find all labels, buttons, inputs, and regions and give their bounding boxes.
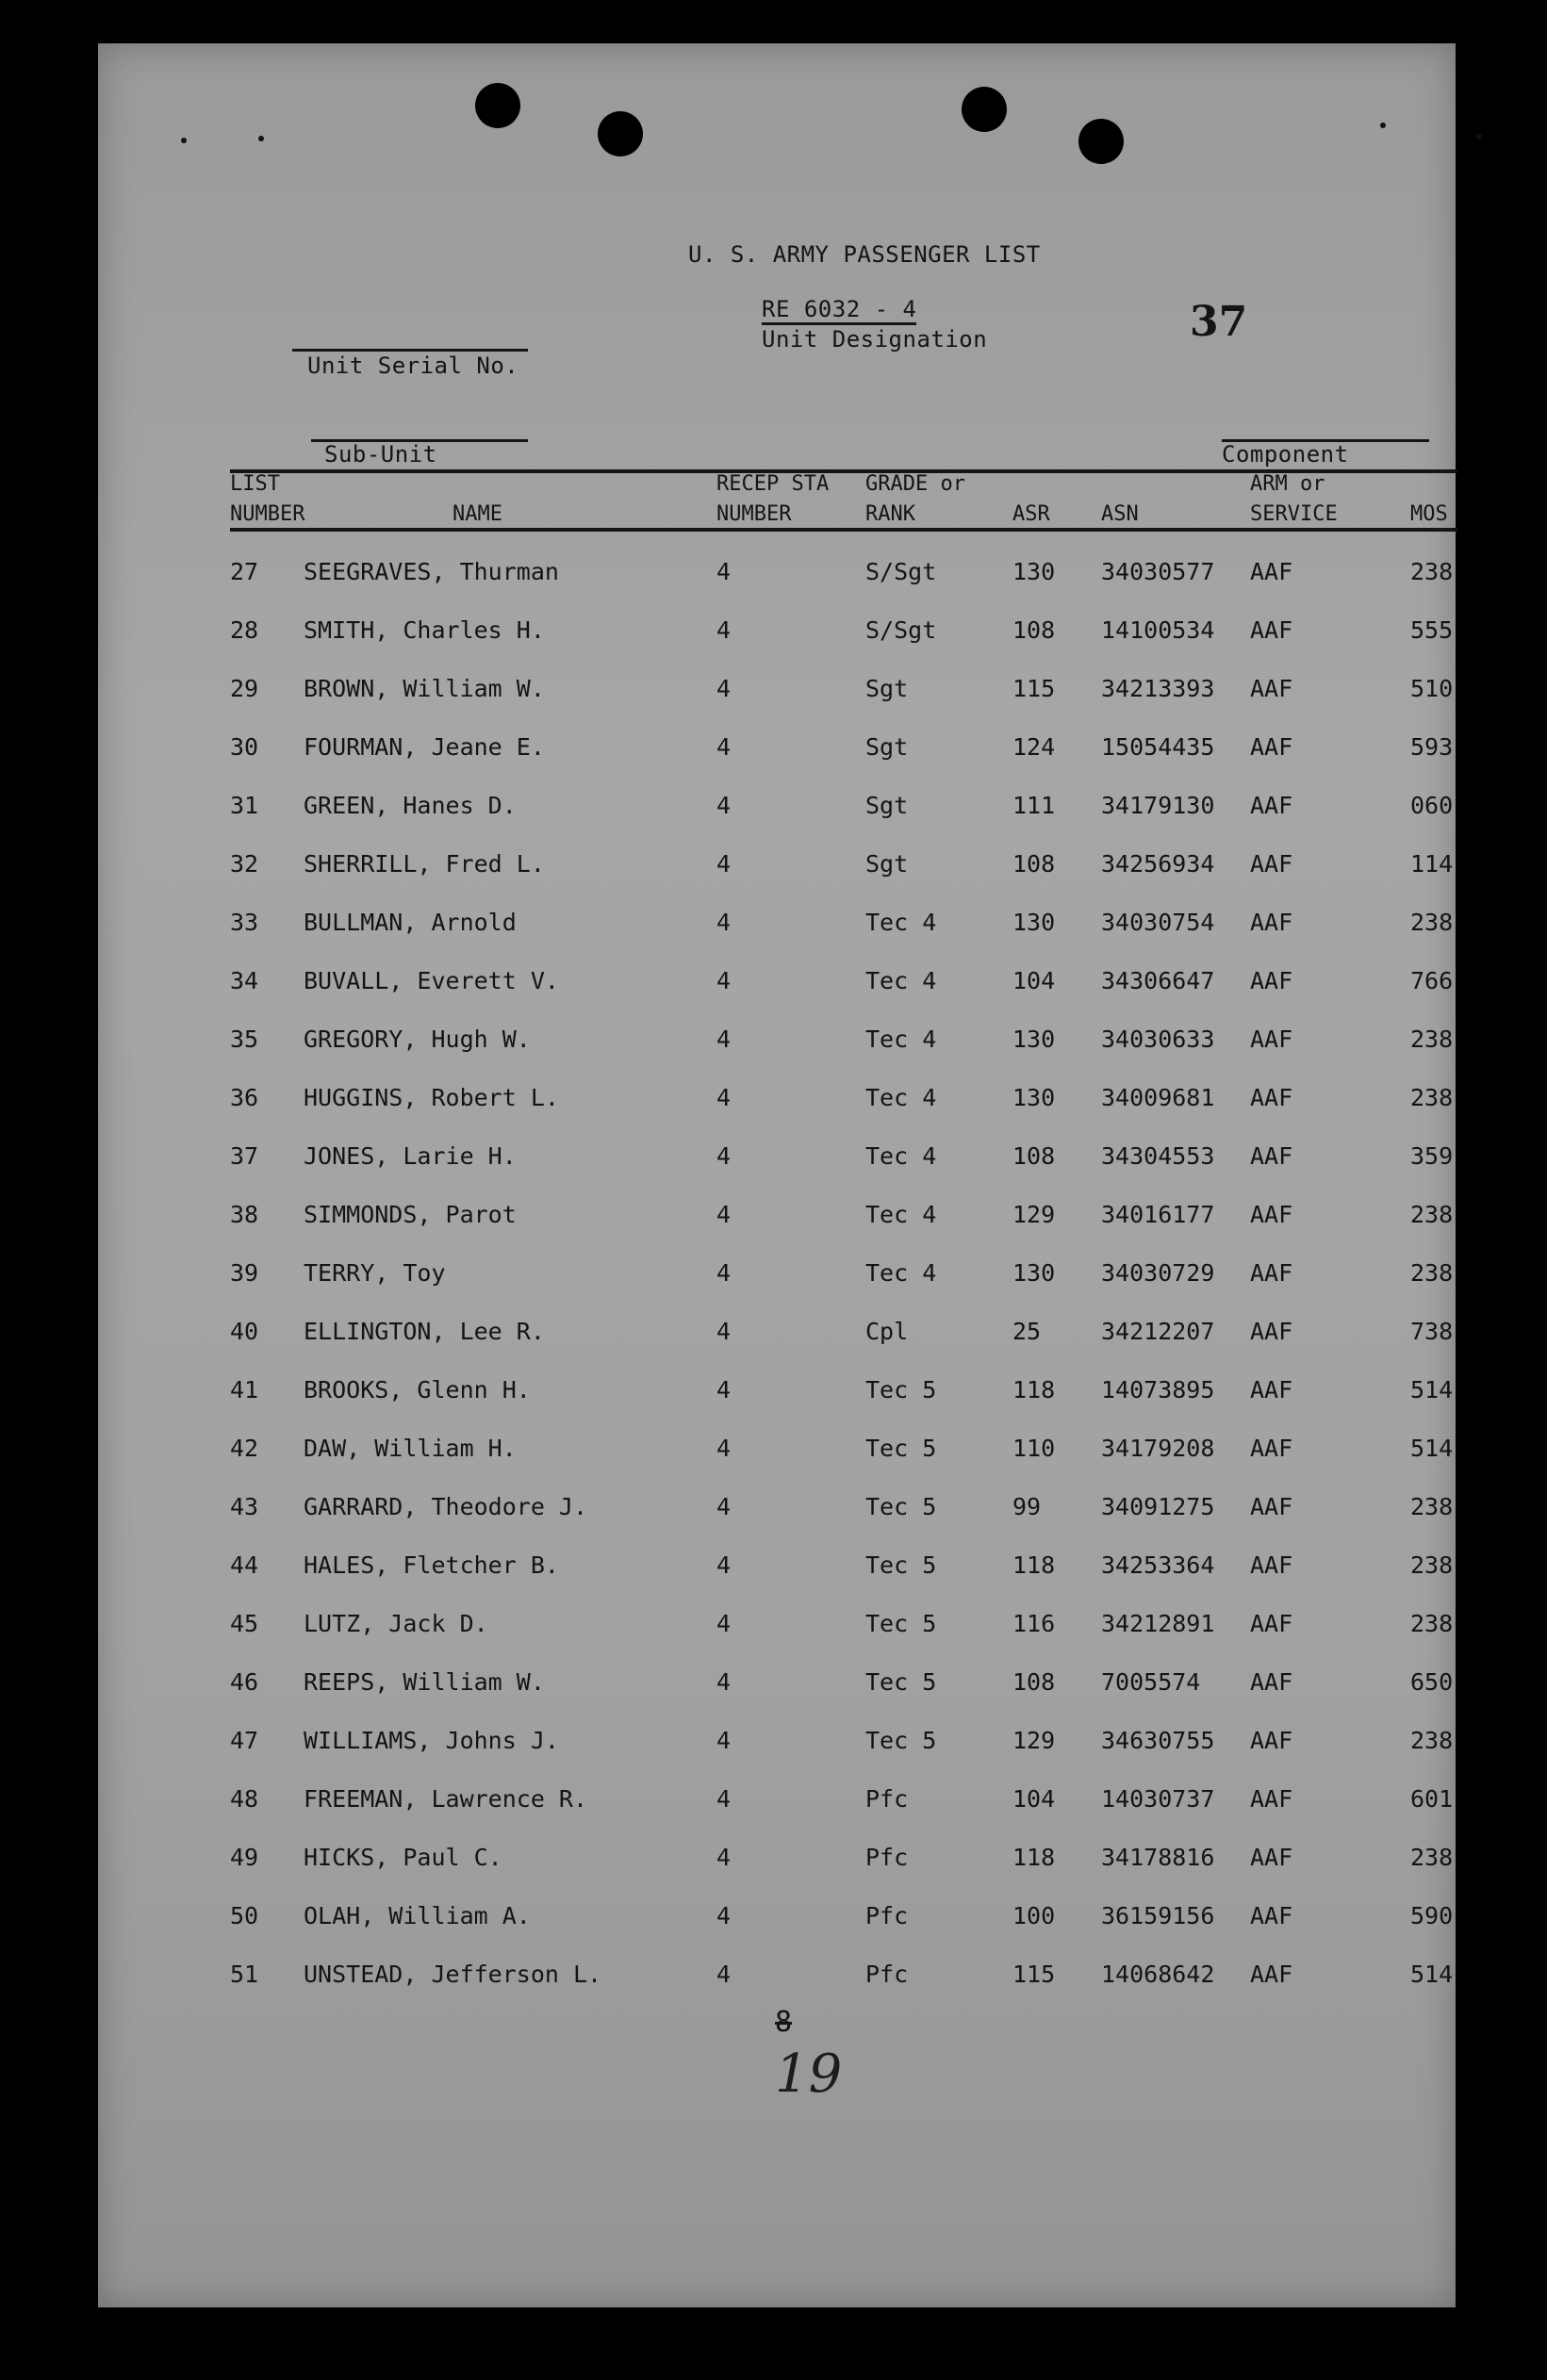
- table-row: [0, 1318, 1547, 1355]
- recep-sta-number: 4: [716, 1259, 732, 1287]
- arm-service: AAF: [1250, 1727, 1293, 1754]
- list-number: 44: [230, 1551, 259, 1579]
- mos-code: 650: [1410, 1668, 1454, 1696]
- arm-service: AAF: [1250, 1435, 1293, 1462]
- passenger-name: BULLMAN, Arnold: [304, 909, 517, 936]
- table-row: [0, 1727, 1547, 1764]
- arm-service: AAF: [1250, 1493, 1293, 1520]
- asn-number: 34212207: [1101, 1318, 1215, 1345]
- asr-score: 108: [1012, 1142, 1056, 1170]
- table-row: [0, 1785, 1547, 1823]
- asn-number: 34179208: [1101, 1435, 1215, 1462]
- mos-code: 238: [1410, 1084, 1454, 1111]
- passenger-name: GARRARD, Theodore J.: [304, 1493, 588, 1520]
- passenger-name: HALES, Fletcher B.: [304, 1551, 559, 1579]
- asn-number: 34253364: [1101, 1551, 1215, 1579]
- mos-code: 238: [1410, 1727, 1454, 1754]
- table-row: [0, 1084, 1547, 1122]
- asr-score: 116: [1012, 1610, 1056, 1637]
- asn-number: 14030737: [1101, 1785, 1215, 1813]
- handwritten-number: 19: [775, 2044, 843, 2105]
- grade-rank: Tec 5: [865, 1668, 937, 1696]
- passenger-name: FOURMAN, Jeane E.: [304, 733, 545, 761]
- passenger-name: FREEMAN, Lawrence R.: [304, 1785, 588, 1813]
- grade-rank: Tec 4: [865, 909, 937, 936]
- unit-serial-label: Unit Serial No.: [307, 353, 519, 379]
- recep-sta-number: 4: [716, 792, 732, 819]
- recep-sta-number: 4: [716, 1376, 732, 1403]
- passenger-name: HICKS, Paul C.: [304, 1844, 502, 1871]
- recep-sta-number: 4: [716, 1435, 732, 1462]
- page-number: 37: [1190, 298, 1248, 346]
- recep-sta-number: 4: [716, 1727, 732, 1754]
- col-header-asr: ASR: [1012, 502, 1050, 526]
- mos-code: 238: [1410, 1551, 1454, 1579]
- arm-service: AAF: [1250, 1142, 1293, 1170]
- list-number: 46: [230, 1668, 259, 1696]
- recep-sta-number: 4: [716, 1551, 732, 1579]
- recep-sta-number: 4: [716, 1201, 732, 1228]
- recep-sta-number: 4: [716, 1142, 732, 1170]
- struck-number: 8: [775, 2006, 793, 2039]
- grade-rank: S/Sgt: [865, 558, 937, 585]
- recep-sta-number: 4: [716, 1844, 732, 1871]
- recep-sta-number: 4: [716, 1961, 732, 1988]
- asr-score: 104: [1012, 967, 1056, 994]
- grade-rank: S/Sgt: [865, 616, 937, 644]
- col-header-recep-line1: RECEP STA: [716, 472, 830, 496]
- passenger-name: WILLIAMS, Johns J.: [304, 1727, 559, 1754]
- asn-number: 34009681: [1101, 1084, 1215, 1111]
- table-row: [0, 1376, 1547, 1414]
- asn-number: 34178816: [1101, 1844, 1215, 1871]
- passenger-name: SEEGRAVES, Thurman: [304, 558, 559, 585]
- asr-score: 100: [1012, 1902, 1056, 1929]
- mos-code: 601: [1410, 1785, 1454, 1813]
- table-row: [0, 1961, 1547, 1998]
- arm-service: AAF: [1250, 1610, 1293, 1637]
- passenger-name: ELLINGTON, Lee R.: [304, 1318, 545, 1345]
- passenger-name: SHERRILL, Fred L.: [304, 850, 545, 878]
- grade-rank: Pfc: [865, 1785, 909, 1813]
- table-row: [0, 616, 1547, 654]
- col-header-list-line1: LIST: [230, 472, 280, 496]
- passenger-name: TERRY, Toy: [304, 1259, 446, 1287]
- mos-code: 060: [1410, 792, 1454, 819]
- col-header-list-line2: NUMBER: [230, 502, 305, 526]
- asn-number: 36159156: [1101, 1902, 1215, 1929]
- table-row: [0, 1610, 1547, 1648]
- arm-service: AAF: [1250, 1844, 1293, 1871]
- recep-sta-number: 4: [716, 616, 732, 644]
- recep-sta-number: 4: [716, 733, 732, 761]
- passenger-name: JONES, Larie H.: [304, 1142, 517, 1170]
- arm-service: AAF: [1250, 616, 1293, 644]
- mos-code: 514: [1410, 1961, 1454, 1988]
- passenger-name: UNSTEAD, Jefferson L.: [304, 1961, 602, 1988]
- list-number: 31: [230, 792, 259, 819]
- arm-service: AAF: [1250, 967, 1293, 994]
- table-row: [0, 792, 1547, 829]
- table-row: [0, 1142, 1547, 1180]
- asr-score: 99: [1012, 1493, 1042, 1520]
- asr-score: 104: [1012, 1785, 1056, 1813]
- asn-number: 14068642: [1101, 1961, 1215, 1988]
- table-row: [0, 1551, 1547, 1589]
- arm-service: AAF: [1250, 1201, 1293, 1228]
- mos-code: 238: [1410, 909, 1454, 936]
- passenger-name: SMITH, Charles H.: [304, 616, 545, 644]
- table-row: [0, 675, 1547, 713]
- document-title: U. S. ARMY PASSENGER LIST: [688, 241, 1041, 268]
- list-number: 36: [230, 1084, 259, 1111]
- grade-rank: Sgt: [865, 792, 909, 819]
- mos-code: 238: [1410, 1844, 1454, 1871]
- asr-score: 108: [1012, 616, 1056, 644]
- arm-service: AAF: [1250, 1668, 1293, 1696]
- ink-speck: [181, 138, 187, 143]
- asn-number: 15054435: [1101, 733, 1215, 761]
- asn-number: 34030754: [1101, 909, 1215, 936]
- col-header-grade: [865, 469, 965, 530]
- list-number: 43: [230, 1493, 259, 1520]
- punch-hole: [475, 83, 520, 128]
- grade-rank: Tec 4: [865, 967, 937, 994]
- asn-number: 34304553: [1101, 1142, 1215, 1170]
- passenger-name: BROOKS, Glenn H.: [304, 1376, 531, 1403]
- arm-service: AAF: [1250, 1376, 1293, 1403]
- arm-service: AAF: [1250, 733, 1293, 761]
- mos-code: 238: [1410, 558, 1454, 585]
- table-row: [0, 909, 1547, 946]
- mos-code: 238: [1410, 1201, 1454, 1228]
- mos-code: 766: [1410, 967, 1454, 994]
- asr-score: 130: [1012, 1259, 1056, 1287]
- arm-service: AAF: [1250, 558, 1293, 585]
- mos-code: 238: [1410, 1493, 1454, 1520]
- grade-rank: Pfc: [865, 1902, 909, 1929]
- recep-sta-number: 4: [716, 558, 732, 585]
- list-number: 50: [230, 1902, 259, 1929]
- col-header-name: NAME: [453, 502, 502, 526]
- table-row: [0, 1902, 1547, 1940]
- grade-rank: Sgt: [865, 675, 909, 702]
- mos-code: 593: [1410, 733, 1454, 761]
- asr-score: 130: [1012, 1084, 1056, 1111]
- list-number: 29: [230, 675, 259, 702]
- table-row: [0, 1844, 1547, 1881]
- table-row: [0, 1668, 1547, 1706]
- asn-number: 34256934: [1101, 850, 1215, 878]
- recep-sta-number: 4: [716, 850, 732, 878]
- recep-sta-number: 4: [716, 1668, 732, 1696]
- list-number: 30: [230, 733, 259, 761]
- grade-rank: Tec 4: [865, 1084, 937, 1111]
- grade-rank: Sgt: [865, 733, 909, 761]
- grade-rank: Tec 4: [865, 1259, 937, 1287]
- list-number: 32: [230, 850, 259, 878]
- list-number: 51: [230, 1961, 259, 1988]
- list-number: 28: [230, 616, 259, 644]
- table-row: [0, 967, 1547, 1005]
- recep-sta-number: 4: [716, 1785, 732, 1813]
- grade-rank: Pfc: [865, 1844, 909, 1871]
- list-number: 40: [230, 1318, 259, 1345]
- asr-score: 115: [1012, 675, 1056, 702]
- passenger-name: BROWN, William W.: [304, 675, 545, 702]
- table-row: [0, 850, 1547, 888]
- asn-number: 34091275: [1101, 1493, 1215, 1520]
- asn-number: 34016177: [1101, 1201, 1215, 1228]
- punch-hole: [598, 111, 643, 156]
- arm-service: AAF: [1250, 1084, 1293, 1111]
- list-number: 45: [230, 1610, 259, 1637]
- passenger-name: HUGGINS, Robert L.: [304, 1084, 559, 1111]
- table-row: [0, 1493, 1547, 1531]
- grade-rank: Tec 5: [865, 1727, 937, 1754]
- col-header-recep-line2: NUMBER: [716, 502, 792, 526]
- recep-sta-number: 4: [716, 1610, 732, 1637]
- passenger-name: BUVALL, Everett V.: [304, 967, 559, 994]
- mos-code: 555: [1410, 616, 1454, 644]
- list-number: 41: [230, 1376, 259, 1403]
- asn-number: 7005574: [1101, 1668, 1201, 1696]
- passenger-name: SIMMONDS, Parot: [304, 1201, 517, 1228]
- passenger-name: GREGORY, Hugh W.: [304, 1026, 531, 1053]
- list-number: 39: [230, 1259, 259, 1287]
- asr-score: 124: [1012, 733, 1056, 761]
- col-header-recep-sta: [716, 469, 829, 530]
- ink-speck: [258, 136, 264, 141]
- arm-service: AAF: [1250, 1318, 1293, 1345]
- list-number: 42: [230, 1435, 259, 1462]
- asn-number: 14100534: [1101, 616, 1215, 644]
- asr-score: 110: [1012, 1435, 1056, 1462]
- list-number: 47: [230, 1727, 259, 1754]
- asr-score: 118: [1012, 1551, 1056, 1579]
- mos-code: 238: [1410, 1026, 1454, 1053]
- arm-service: AAF: [1250, 1551, 1293, 1579]
- grade-rank: Sgt: [865, 850, 909, 878]
- mos-code: 514: [1410, 1435, 1454, 1462]
- table-row: [0, 1435, 1547, 1472]
- col-header-mos: MOS: [1410, 502, 1448, 526]
- asn-number: 34212891: [1101, 1610, 1215, 1637]
- grade-rank: Pfc: [865, 1961, 909, 1988]
- asn-number: 34213393: [1101, 675, 1215, 702]
- arm-service: AAF: [1250, 675, 1293, 702]
- unit-serial-rule: [292, 349, 528, 352]
- passenger-name: GREEN, Hanes D.: [304, 792, 517, 819]
- list-number: 33: [230, 909, 259, 936]
- arm-service: AAF: [1250, 909, 1293, 936]
- asn-number: 34179130: [1101, 792, 1215, 819]
- passenger-name: DAW, William H.: [304, 1435, 517, 1462]
- mos-code: 510: [1410, 675, 1454, 702]
- asr-score: 118: [1012, 1844, 1056, 1871]
- asr-score: 108: [1012, 1668, 1056, 1696]
- table-row: [0, 733, 1547, 771]
- asn-number: 34030633: [1101, 1026, 1215, 1053]
- unit-designation-value: RE 6032 - 4: [762, 296, 916, 325]
- col-header-arm-line2: SERVICE: [1250, 502, 1338, 526]
- mos-code: 359: [1410, 1142, 1454, 1170]
- grade-rank: Tec 5: [865, 1435, 937, 1462]
- list-number: 37: [230, 1142, 259, 1170]
- recep-sta-number: 4: [716, 1493, 732, 1520]
- col-header-grade-line1: GRADE or: [865, 472, 965, 496]
- mos-code: 514: [1410, 1376, 1454, 1403]
- punch-hole: [962, 87, 1007, 132]
- asr-score: 25: [1012, 1318, 1042, 1345]
- mos-code: 738: [1410, 1318, 1454, 1345]
- recep-sta-number: 4: [716, 967, 732, 994]
- recep-sta-number: 4: [716, 1026, 732, 1053]
- list-number: 49: [230, 1844, 259, 1871]
- asr-score: 108: [1012, 850, 1056, 878]
- arm-service: AAF: [1250, 1785, 1293, 1813]
- arm-service: AAF: [1250, 1961, 1293, 1988]
- list-number: 38: [230, 1201, 259, 1228]
- grade-rank: Tec 5: [865, 1493, 937, 1520]
- col-header-asn: ASN: [1101, 502, 1139, 526]
- asr-score: 130: [1012, 558, 1056, 585]
- recep-sta-number: 4: [716, 1318, 732, 1345]
- table-row: [0, 1201, 1547, 1239]
- asr-score: 115: [1012, 1961, 1056, 1988]
- recep-sta-number: 4: [716, 1084, 732, 1111]
- component-label: Component: [1222, 441, 1349, 468]
- grade-rank: Tec 4: [865, 1201, 937, 1228]
- unit-designation-label: Unit Designation: [762, 326, 988, 353]
- recep-sta-number: 4: [716, 909, 732, 936]
- col-header-list-number: [230, 469, 304, 530]
- arm-service: AAF: [1250, 850, 1293, 878]
- arm-service: AAF: [1250, 792, 1293, 819]
- asr-score: 118: [1012, 1376, 1056, 1403]
- grade-rank: Tec 4: [865, 1026, 937, 1053]
- table-row: [0, 558, 1547, 596]
- asn-number: 14073895: [1101, 1376, 1215, 1403]
- table-row: [0, 1259, 1547, 1297]
- mos-code: 590: [1410, 1902, 1454, 1929]
- grade-rank: Tec 5: [865, 1610, 937, 1637]
- list-number: 27: [230, 558, 259, 585]
- col-header-grade-line2: RANK: [865, 502, 915, 526]
- passenger-name: LUTZ, Jack D.: [304, 1610, 488, 1637]
- recep-sta-number: 4: [716, 1902, 732, 1929]
- asn-number: 34306647: [1101, 967, 1215, 994]
- sub-unit-label: Sub-Unit: [324, 441, 437, 468]
- asr-score: 129: [1012, 1201, 1056, 1228]
- arm-service: AAF: [1250, 1259, 1293, 1287]
- passenger-name: OLAH, William A.: [304, 1902, 531, 1929]
- recep-sta-number: 4: [716, 675, 732, 702]
- grade-rank: Tec 5: [865, 1551, 937, 1579]
- ink-speck: [1380, 123, 1386, 128]
- list-number: 35: [230, 1026, 259, 1053]
- asn-number: 34630755: [1101, 1727, 1215, 1754]
- list-number: 48: [230, 1785, 259, 1813]
- table-row: [0, 1026, 1547, 1063]
- mos-code: 238: [1410, 1610, 1454, 1637]
- asn-number: 34030729: [1101, 1259, 1215, 1287]
- asr-score: 129: [1012, 1727, 1056, 1754]
- asr-score: 130: [1012, 909, 1056, 936]
- arm-service: AAF: [1250, 1026, 1293, 1053]
- grade-rank: Tec 4: [865, 1142, 937, 1170]
- mos-code: 114: [1410, 850, 1454, 878]
- punch-hole: [1078, 119, 1124, 164]
- arm-service: AAF: [1250, 1902, 1293, 1929]
- mos-code: 238: [1410, 1259, 1454, 1287]
- header-bottom-rule: [230, 528, 1457, 532]
- asr-score: 130: [1012, 1026, 1056, 1053]
- asr-score: 111: [1012, 792, 1056, 819]
- col-header-arm-service: [1250, 469, 1338, 530]
- grade-rank: Cpl: [865, 1318, 909, 1345]
- passenger-name: REEPS, William W.: [304, 1668, 545, 1696]
- list-number: 34: [230, 967, 259, 994]
- asn-number: 34030577: [1101, 558, 1215, 585]
- col-header-arm-line1: ARM or: [1250, 472, 1325, 496]
- ink-speck: [1476, 134, 1482, 140]
- grade-rank: Tec 5: [865, 1376, 937, 1403]
